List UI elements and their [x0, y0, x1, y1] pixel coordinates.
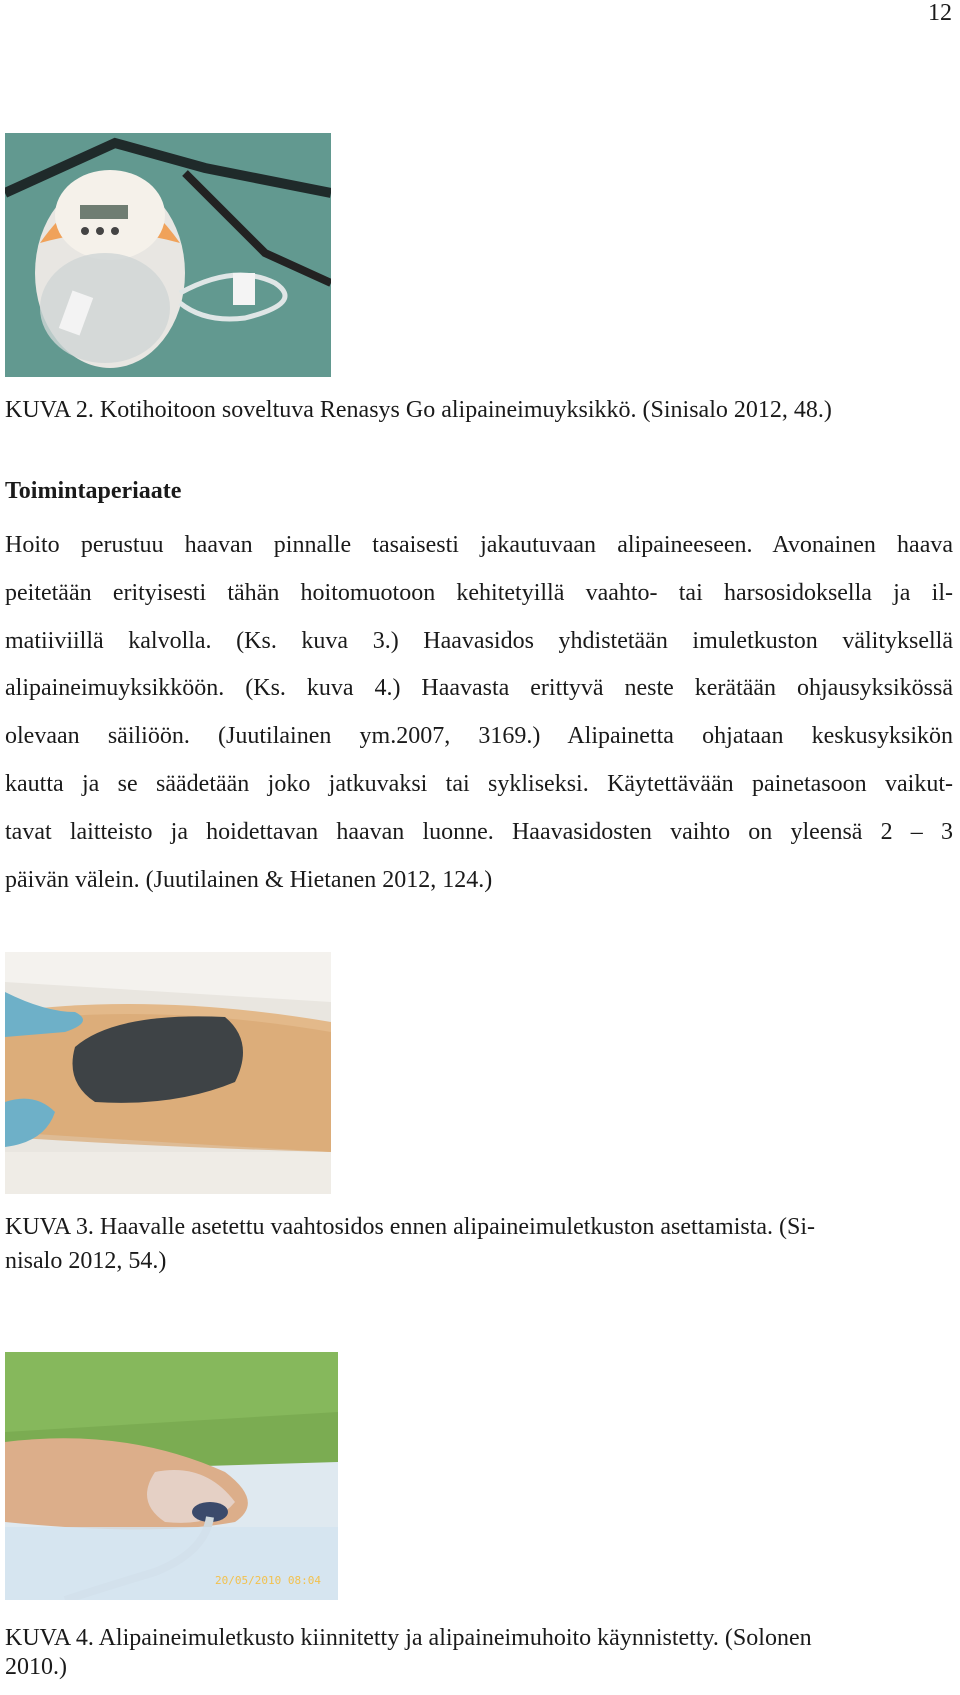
figure-kuva-4-photo	[5, 1352, 338, 1600]
body-line: päivän välein. (Juutilainen & Hietanen 2012, 124.)	[5, 866, 493, 893]
body-line: olevaan säiliöön. (Juutilainen ym.2007, 3169.) Alipainetta ohjataan keskusyksikön	[5, 723, 953, 750]
caption-line: nisalo 2012, 54.)	[5, 1248, 167, 1274]
body-line: peitetään erityisesti tähän hoitomuotoon kehitetyillä vaahto- tai harsosidoksella ja il-	[5, 579, 953, 606]
body-line: Hoito perustuu haavan pinnalle tasaisesti jakautuvaan alipaineeseen. Avonainen haava	[5, 532, 953, 558]
photo-timestamp: 20/05/2010 08:04	[215, 1574, 321, 1587]
device-photo	[5, 133, 331, 377]
figure-kuva-2-caption: KUVA 2. Kotihoitoon soveltuva Renasys Go alipaineimuyksikkö. (Sinisalo 2012, 48.)	[5, 397, 832, 423]
body-line: matiiviillä kalvolla. (Ks. kuva 3.) Haavasidos yhdistetään imuletkuston välityksellä	[5, 627, 953, 654]
figure-kuva-2-photo	[5, 133, 331, 377]
figure-kuva-3-caption	[5, 1210, 955, 1278]
page-number: 12	[928, 0, 952, 26]
caption-line: 2010.)	[5, 1654, 67, 1680]
figure-kuva-3-photo	[5, 952, 331, 1194]
caption-line: KUVA 4. Alipaineimuletkusto kiinnitetty ja alipaineimuhoito käynnistetty. (Solonen	[5, 1625, 812, 1651]
body-line: tavat laitteisto ja hoidettavan haavan luonne. Haavasidosten vaihto on yleensä 2 – 3	[5, 818, 953, 845]
caption-line: KUVA 3. Haavalle asetettu vaahtosidos ennen alipaineimuletkuston asettamista. (Si-	[5, 1214, 816, 1240]
tubing-photo	[5, 1352, 338, 1600]
body-line: kautta ja se säädetään joko jatkuvaksi tai sykliseksi. Käytettävään painetasoon vaikut-	[5, 770, 953, 797]
foam-dressing-photo	[5, 952, 331, 1194]
section-body	[5, 522, 953, 904]
body-line: alipaineimuyksikköön. (Ks. kuva 4.) Haavasta erittyvä neste kerätään ohjausyksikössä	[5, 675, 953, 702]
figure-kuva-4-caption	[5, 1624, 955, 1682]
section-heading: Toimintaperiaate	[5, 478, 182, 504]
